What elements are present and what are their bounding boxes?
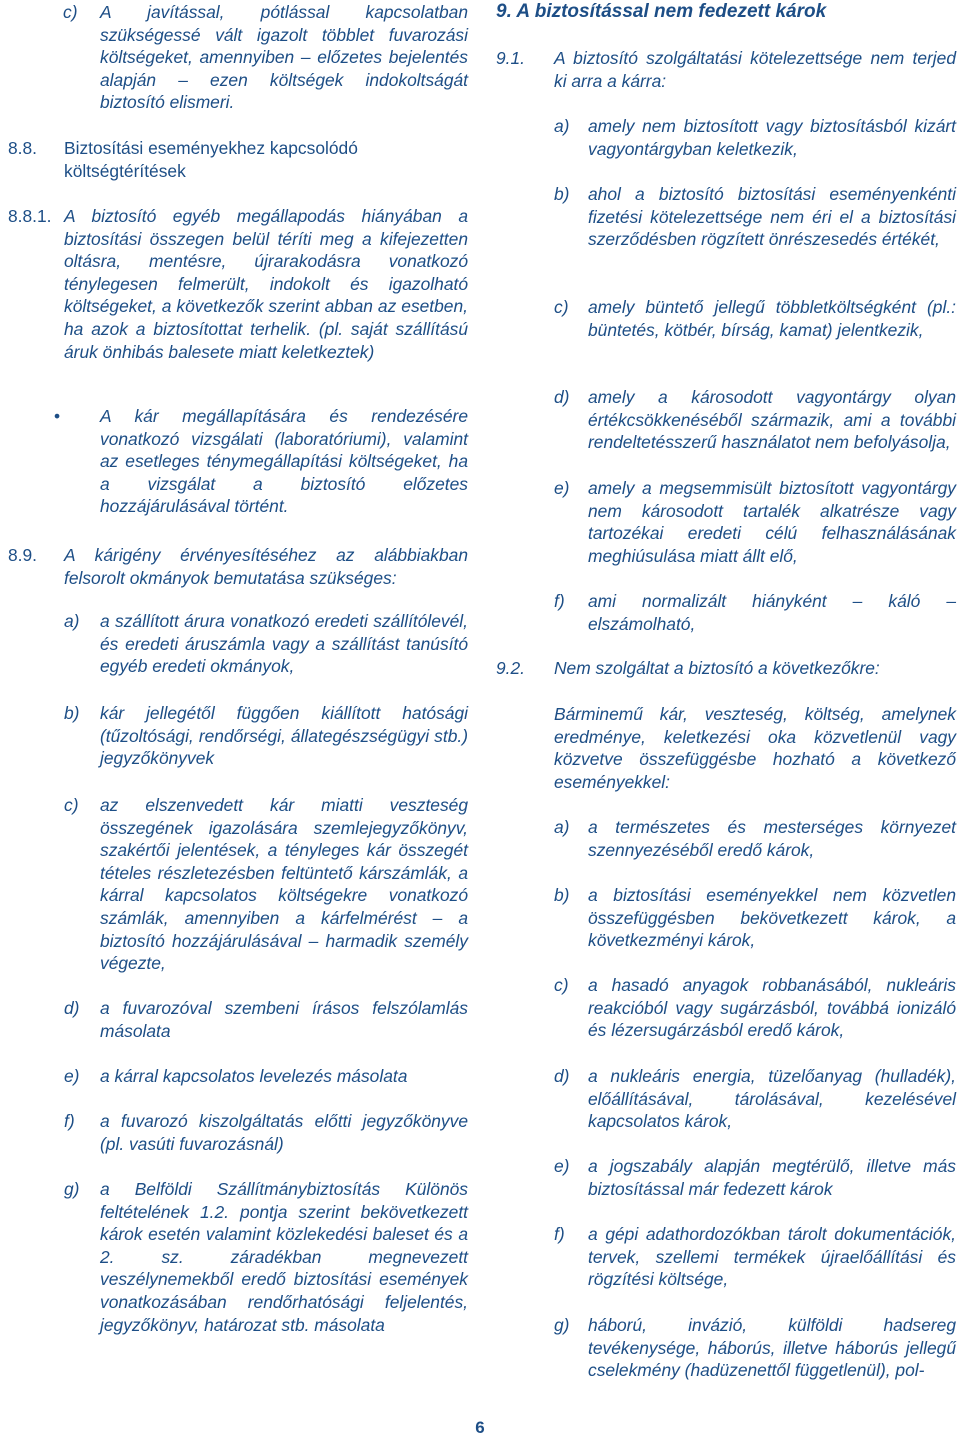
item-label: b): [554, 885, 570, 905]
section-number: 8.8.1.: [8, 206, 52, 226]
item-text: a jogszabály alapján megtérülő, illetve más biztosítással már fedezett károk: [588, 1156, 956, 1199]
exclusion2-item-e: [554, 1155, 956, 1200]
item-label: c): [63, 2, 78, 22]
section-number: 8.8.: [8, 138, 38, 158]
item-label: a): [554, 817, 570, 837]
exclusion2-item-g: [554, 1314, 956, 1382]
exclusion-item-b: [554, 183, 956, 251]
item-text: amely nem biztosított vagy biztosításból kizárt vagyontárgyban keletkezik,: [588, 116, 956, 159]
bullet-text: A kár megállapítására és rendezésére vonatkozó vizsgálati (laboratóriumi), valamint az esetleges ténymegállapítási költségeket, ha a vizsgálat a biztosító előzetes hozzájárulásával történt.: [100, 406, 468, 517]
section-number: 9.2.: [496, 658, 526, 678]
section-title: Biztosítási eseményekhez kapcsolódó költségtérítések: [64, 138, 358, 181]
section-text: A biztosító szolgáltatási kötelezettsége nem terjed ki arra a kárra:: [554, 48, 956, 91]
item-text: a gépi adathordozókban tárolt dokumentációk, tervek, szellemi termékek újraelőállítási és rögzítési költsége,: [588, 1224, 956, 1290]
exclusion2-item-c: [554, 974, 956, 1042]
item-label: e): [64, 1066, 80, 1086]
item-label: b): [554, 184, 570, 204]
exclusion2-item-b: [554, 884, 956, 952]
page-number: 6: [475, 1418, 485, 1437]
section-9-heading: 9. A biztosítással nem fedezett károk: [496, 1, 827, 22]
item-label: c): [64, 795, 79, 815]
item-label: d): [554, 1066, 570, 1086]
list-item-a: [64, 610, 468, 678]
item-label: a): [64, 611, 80, 631]
item-text: A javítással, pótlással kapcsolatban szükségessé vált igazolt többlet fuvarozási költségeket, amennyiben – előzetes bejelentés alapján – ezen költségek indokoltságát biztosító elismeri.: [100, 2, 468, 113]
section-text: A biztosító egyéb megállapodás hiányában a biztosítási összegen belül téríti meg a kifejezetten oltásra, mentésre, újrarakodásra vonatkozó ténylegesen felmerült, indokolt és igazolható költségeket, a következők szerint abban az esetben, ha azok a biztosítottat terhelik. (pl. saját szállítású áruk önhibás balesete miatt keletkeztek): [64, 206, 468, 362]
exclusion-item-d: [554, 386, 956, 454]
item-text: amely büntető jellegű többletköltségként (pl.: büntetés, kötbér, bírság, kamat) jelentkezik,: [588, 297, 956, 340]
item-label: f): [554, 591, 565, 611]
item-text: a nukleáris energia, tüzelőanyag (hulladék), előállításával, tárolásával, kezelésével kapcsolatos károk,: [588, 1066, 956, 1132]
exclusion2-item-f: [554, 1223, 956, 1291]
item-text: a Belföldi Szállítmánybiztosítás Különös feltételének 1.2. pontja szerint bekövetkezett károk esetén valamint közlekedési baleset és a 2. sz. záradékban megnevezett veszélynemekből eredő biztosítási események vonatkozásában rendőrhatósági feljelentés, jegyzőkönyv, határozat stb. másolata: [100, 1179, 468, 1335]
item-text: háború, invázió, külföldi hadsereg tevékenysége, háborús, illetve háborús jellegű cselekmény (hadüzenettől függetlenül), pol-: [588, 1315, 956, 1381]
item-label: e): [554, 1156, 570, 1176]
section-number: 8.9.: [8, 545, 38, 565]
section-8-8-1: [8, 205, 468, 363]
item-text: a természetes és mesterséges környezet szennyezéséből eredő károk,: [588, 817, 956, 860]
item-label: c): [554, 975, 569, 995]
item-text: a fuvarozóval szembeni írásos felszólamlás másolata: [100, 998, 468, 1041]
item-text: a hasadó anyagok robbanásából, nukleáris reakcióból vagy sugárzásból, továbbá ionizáló és lézersugárzásból eredő károk,: [588, 975, 956, 1041]
section-number: 9.1.: [496, 48, 526, 68]
exclusion2-item-a: [554, 816, 956, 861]
list-item-g: [64, 1178, 468, 1336]
item-label: d): [554, 387, 570, 407]
item-text: ahol a biztosító biztosítási eseményenkénti fizetési kötelezettsége nem éri el a biztosítási szerződésben rögzített önrészesedés értékét,: [588, 184, 956, 250]
item-text: a kárral kapcsolatos levelezés másolata: [100, 1066, 408, 1086]
left-item-c: [63, 1, 468, 114]
section-9-2-intro: Bárminemű kár, veszteség, költség, amelynek eredménye, keletkezési oka közvetlenül vagy közvetve összefüggésbe hozható a következő eseményekkel:: [554, 704, 956, 792]
exclusion-item-e: [554, 477, 956, 567]
item-label: g): [554, 1315, 570, 1335]
item-text: kár jellegétől függően kiállított hatósági (tűzoltósági, rendőrségi, állategészségügyi stb.) jegyzőkönyvek: [100, 703, 468, 769]
item-label: e): [554, 478, 570, 498]
section-8-9: [8, 544, 468, 589]
item-label: f): [64, 1111, 75, 1131]
section-text: Nem szolgáltat a biztosító a következőkre:: [554, 658, 880, 678]
item-label: g): [64, 1179, 80, 1199]
list-item-d: [64, 997, 468, 1042]
item-text: a szállított árura vonatkozó eredeti szállítólevél, és eredeti áruszámla vagy a szállítást tanúsító egyéb eredeti okmányok,: [100, 611, 468, 677]
item-label: f): [554, 1224, 565, 1244]
exclusion-item-f: [554, 590, 956, 635]
item-label: d): [64, 998, 80, 1018]
item-label: b): [64, 703, 80, 723]
list-item-b: [64, 702, 468, 770]
section-9-2: [496, 657, 956, 680]
item-text: ami normalizált hiányként – káló – elszámolható,: [588, 591, 956, 634]
section-text: A kárigény érvényesítéséhez az alábbiakban felsorolt okmányok bemutatása szükséges:: [64, 545, 468, 588]
item-text: a fuvarozó kiszolgáltatás előtti jegyzőkönyve (pl. vasúti fuvarozásnál): [100, 1111, 468, 1154]
list-item-f: [64, 1110, 468, 1155]
item-text: a biztosítási eseményekkel nem közvetlen összefüggésben bekövetkezett károk, a következményi károk,: [588, 885, 956, 951]
list-item-c: [64, 794, 468, 975]
section-8-8: [8, 137, 468, 182]
item-text: az elszenvedett kár miatti veszteség összegének igazolására szemlejegyzőkönyv, szakértői jelentések, a tényleges kár összegét tételes részletezésben feltüntető kárszámlák, a kárral kapcsolatos költségekre vonatkozó számlák, amennyiben a kárfelmérést – a biztosító hozzájárulásával – harmadik személy végezte,: [100, 795, 468, 974]
bullet-item: [54, 405, 468, 518]
item-label: a): [554, 116, 570, 136]
exclusion2-item-d: [554, 1065, 956, 1133]
item-label: c): [554, 297, 569, 317]
item-text: amely a károsodott vagyontárgy olyan értékcsökkenéséből származik, ami a további rendeltetésszerű használatot nem befolyásolja,: [588, 387, 956, 453]
exclusion-item-c: [554, 296, 956, 341]
exclusion-item-a: [554, 115, 956, 160]
section-9-1: [496, 47, 956, 92]
list-item-e: [64, 1065, 468, 1088]
bullet-icon: •: [54, 406, 61, 426]
item-text: amely a megsemmisült biztosított vagyontárgy nem károsodott tartalék alkatrésze vagy tartozékai eredeti célú felhasználásának meghiúsulása miatt állt elő,: [588, 478, 956, 566]
